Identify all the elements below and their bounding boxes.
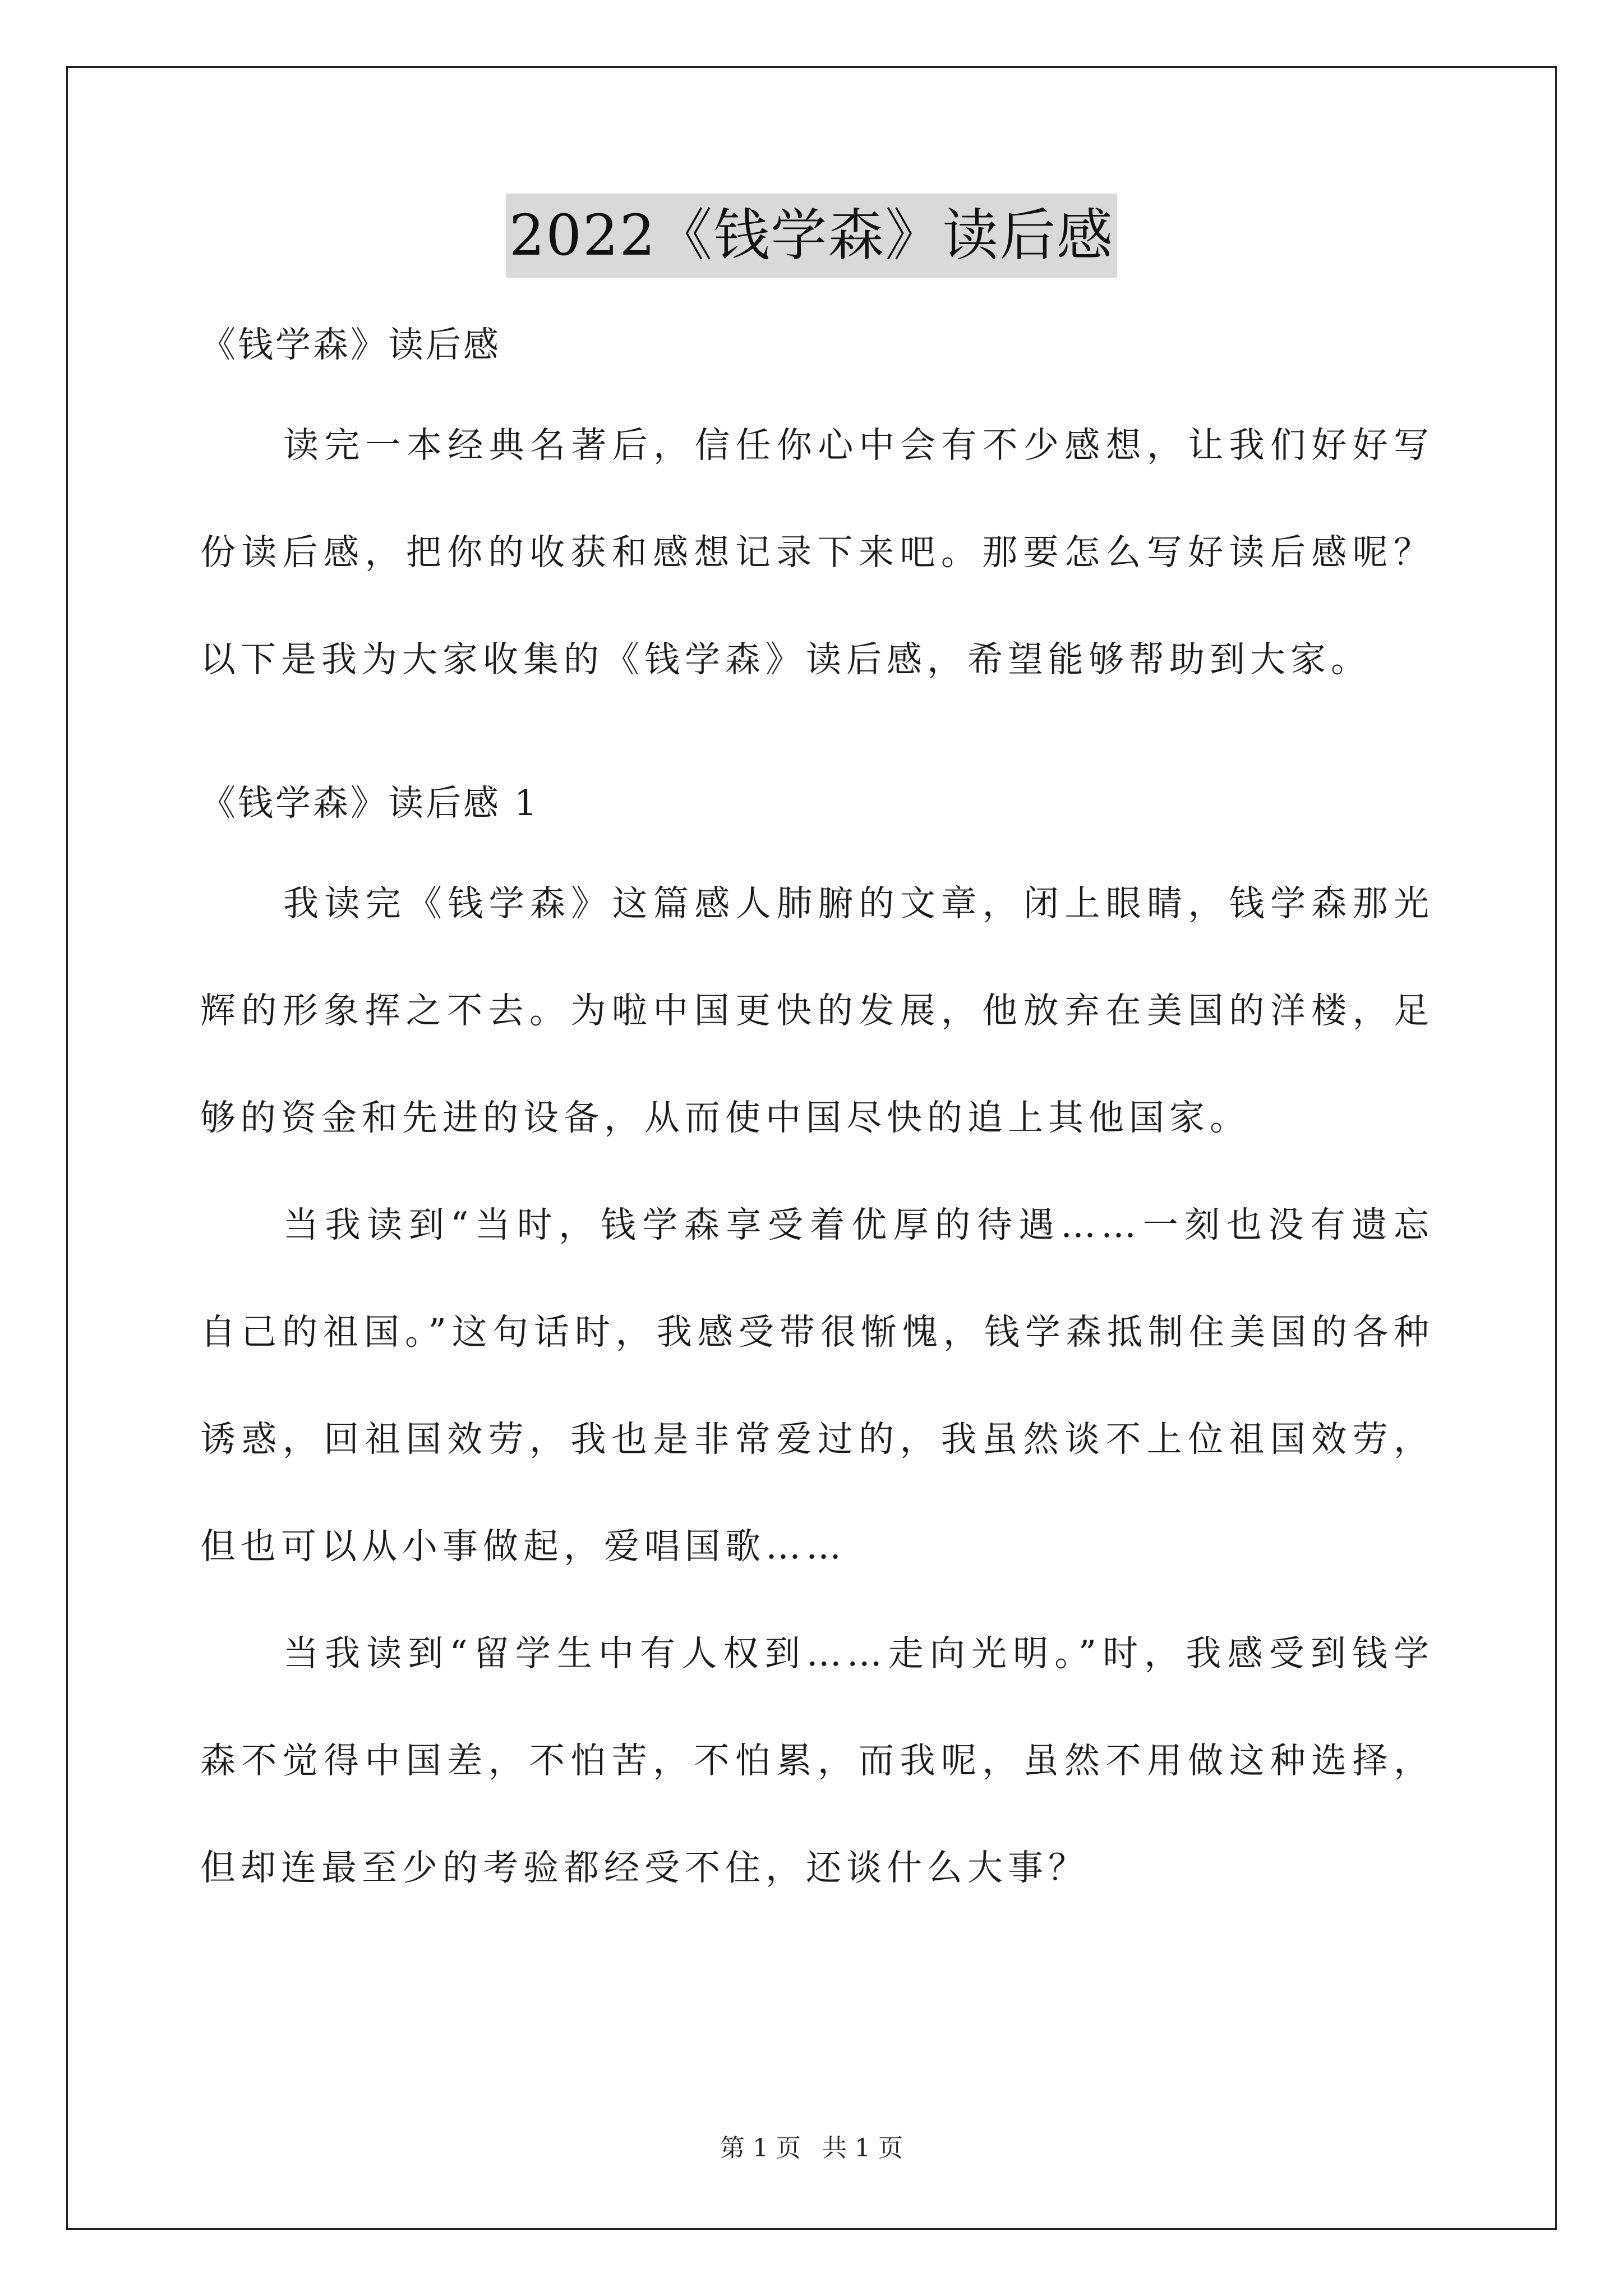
section-1-paragraph: 当我读到“当时，钱学森享受着优厚的待遇……一刻也没有遗忘自己的祖国。”这句话时，我感受带很惭愧，钱学森抵制住美国的各种诱惑，回祖国效劳，我也是非常爱过的，我虽然谈不上位祖国效劳，但也可以从小事做起，爱唱国歌…… (200, 1204, 1434, 1567)
document-title: 2022《钱学森》读后感 (506, 194, 1118, 278)
title-container (0, 194, 1623, 278)
page-number: 第 1 页 (720, 2134, 801, 2162)
document-body (200, 303, 1434, 1921)
intro-heading: 《钱学森》读后感 (200, 324, 501, 365)
page-total: 共 1 页 (822, 2134, 903, 2162)
page-footer (0, 2132, 1623, 2165)
section-1-paragraph: 我读完《钱学森》这篇感人肺腑的文章，闭上眼睛，钱学森那光辉的形象挥之不去。为啦中国更快的发展，他放弃在美国的洋楼，足够的资金和先进的设备，从而使中国尽快的追上其他国家。 (200, 883, 1434, 1138)
section-1-heading: 《钱学森》读后感 1 (200, 783, 540, 823)
section-1-paragraph: 当我读到“留学生中有人权到……走向光明。”时，我感受到钱学森不觉得中国差，不怕苦，不怕累，而我呢，虽然不用做这种选择，但却连最至少的考验都经受不住，还谈什么大事？ (200, 1633, 1434, 1888)
intro-paragraph: 读完一本经典名著后，信任你心中会有不少感想，让我们好好写份读后感，把你的收获和感想记录下来吧。那要怎么写好读后感呢？以下是我为大家收集的《钱学森》读后感，希望能够帮助到大家。 (200, 425, 1434, 680)
